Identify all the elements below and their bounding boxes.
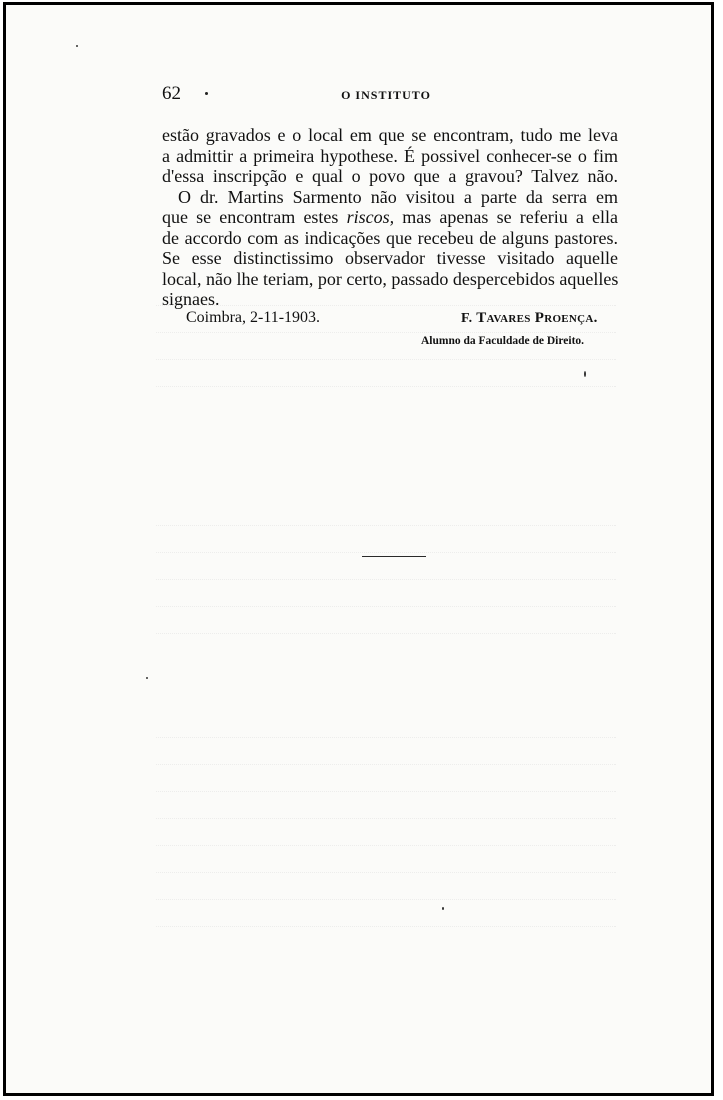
body-paragraphs: [162, 125, 618, 310]
body-line: a admittir a primeira hypothese. É possivel conhecer-se o fim: [162, 145, 618, 166]
body-line: d'essa inscripção e qual o povo que a gravou? Talvez não.: [162, 166, 618, 186]
body-line: signaes.: [162, 289, 220, 309]
page-number: 62: [162, 83, 181, 104]
ink-speck: [146, 677, 148, 679]
italic-word: riscos,: [346, 207, 395, 227]
body-line: estão gravados e o local em que se encontram, tudo me leva: [162, 125, 618, 145]
page-content: [6, 5, 711, 1093]
running-head: O INSTITUTO: [341, 88, 431, 102]
body-line: local, não lhe teriam, por certo, passado despercebidos aquelles: [162, 268, 619, 289]
header-dot: [205, 92, 208, 95]
author-signature: [461, 310, 598, 327]
body-line: O dr. Martins Sarmento não visitou a parte da serra em: [178, 186, 618, 207]
author-affiliation: Alumno da Faculdade de Direito.: [421, 335, 585, 347]
ink-speck: [76, 45, 78, 47]
body-line: de accordo com as indicações que recebeu de alguns pastores.: [162, 227, 618, 248]
ink-speck: [442, 907, 444, 910]
body-line: Se esse distinctissimo observador tivesse visitado aquelle: [162, 248, 618, 268]
author-name: Tavares Proença.: [476, 310, 598, 326]
author-initial: F.: [461, 311, 473, 326]
ink-speck: [584, 371, 586, 377]
section-divider-rule: [362, 556, 426, 557]
place-date: Coimbra, 2-11-1903.: [186, 309, 321, 326]
body-line-with-italic: que se encontram estes riscos, mas apenas se referiu a ella: [162, 207, 618, 227]
scanned-page: [3, 2, 714, 1096]
